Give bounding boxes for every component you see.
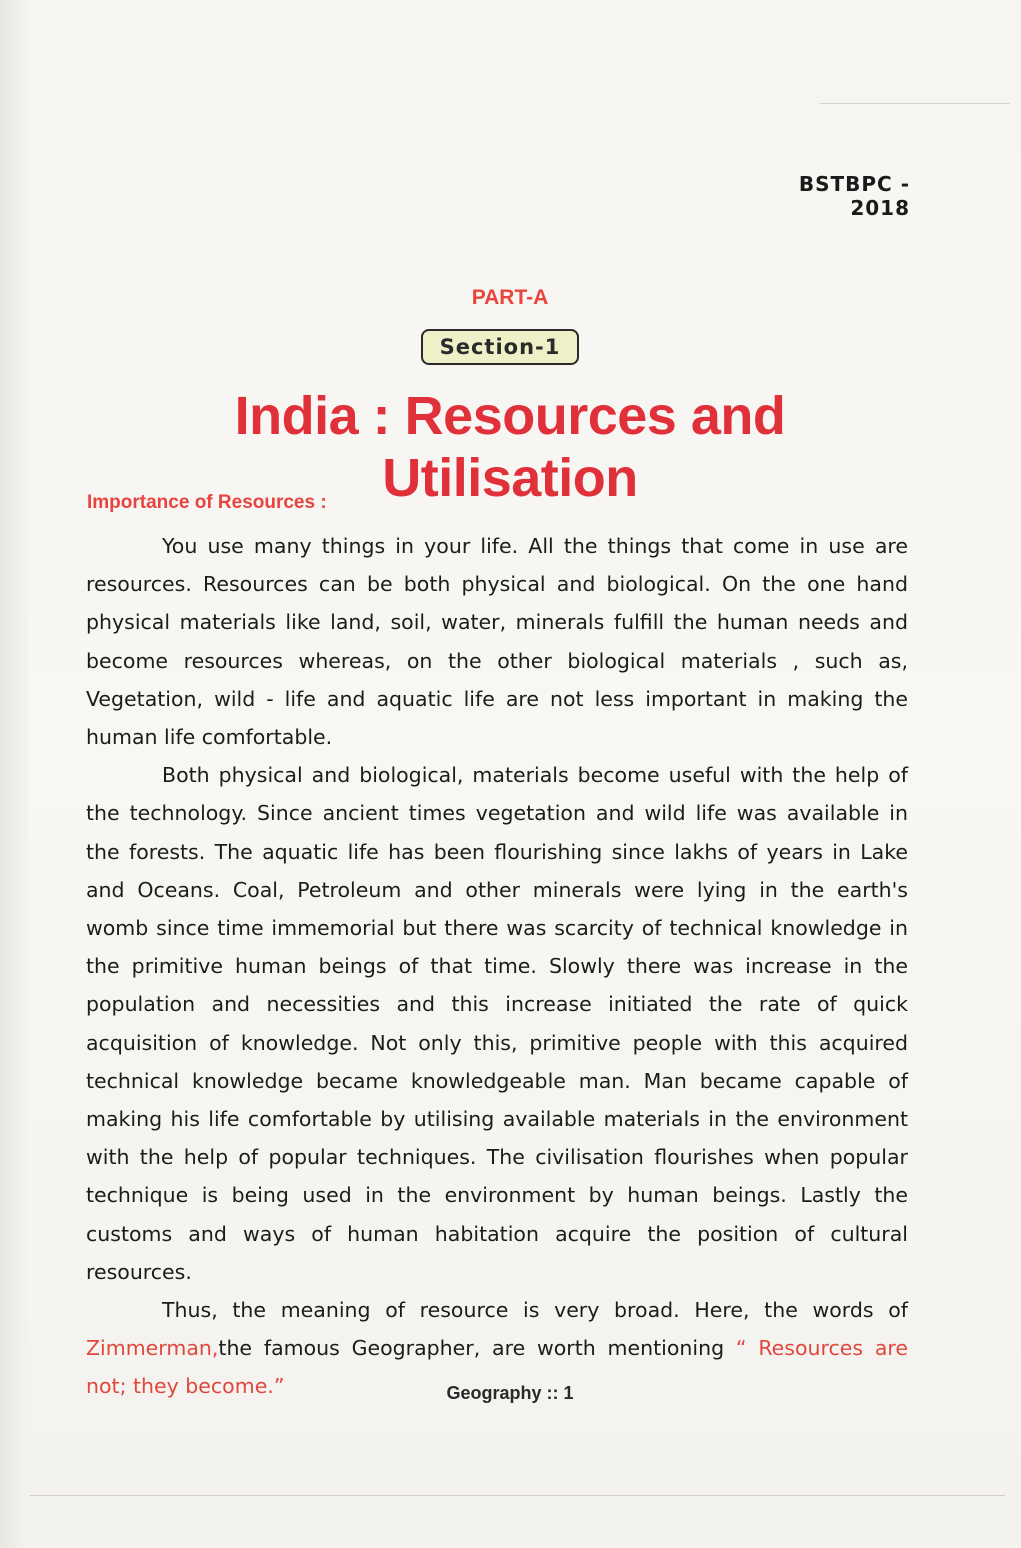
paragraph-3-middle: the famous Geographer, are worth mentioning — [218, 1336, 725, 1361]
header-code: BSTBPC - 2018 — [798, 172, 910, 220]
highlighted-quote: “ Resources are not; they become.” — [86, 1336, 908, 1399]
page-left-edge — [0, 0, 28, 1548]
highlighted-name: Zimmerman, — [86, 1336, 219, 1361]
subheading-importance: Importance of Resources : — [87, 492, 327, 513]
chapter-title: India : Resources and Utilisation — [234, 386, 786, 508]
body-text — [86, 527, 908, 1406]
page-footer: Geography :: 1 — [446, 1383, 574, 1403]
part-label: PART-A — [471, 286, 549, 309]
top-divider — [820, 103, 1010, 104]
paragraph-1: You use many things in your life. All the things that come in use are resources. Resources can be both physical and biological. On the one hand physical materials like land, soil, water, minerals fulfill the human needs and become resources whereas, on the other biological materials , such as, Vegetation, wild - life and aquatic life are not less important in making the human life comfortable. — [86, 534, 908, 750]
section-badge: Section-1 — [421, 329, 579, 365]
paragraph-3-lead: Thus, the meaning of resource is very broad. Here, the words of — [162, 1298, 908, 1323]
bottom-divider — [30, 1495, 1005, 1496]
paragraph-2: Both physical and biological, materials become useful with the help of the technology. Since ancient times vegetation and wild life was available in the forests. The aquatic life has been flourishing since lakhs of years in Lake and Oceans. Coal, Petroleum and other minerals were lying in the earth's womb since time immemorial but there was scarcity of technical knowledge in the primitive human beings of that time. Slowly there was increase in the population and necessities and this increase initiated the rate of quick acquisition of knowledge. Not only this, primitive people with this acquired technical knowledge became knowledgeable man. Man became capable of making his life comfortable by utilising available materials in the environment with the help of popular techniques. The civilisation flourishes when popular technique is being used in the environment by human beings. Lastly the customs and ways of human habitation acquire the position of cultural resources. — [86, 763, 908, 1284]
